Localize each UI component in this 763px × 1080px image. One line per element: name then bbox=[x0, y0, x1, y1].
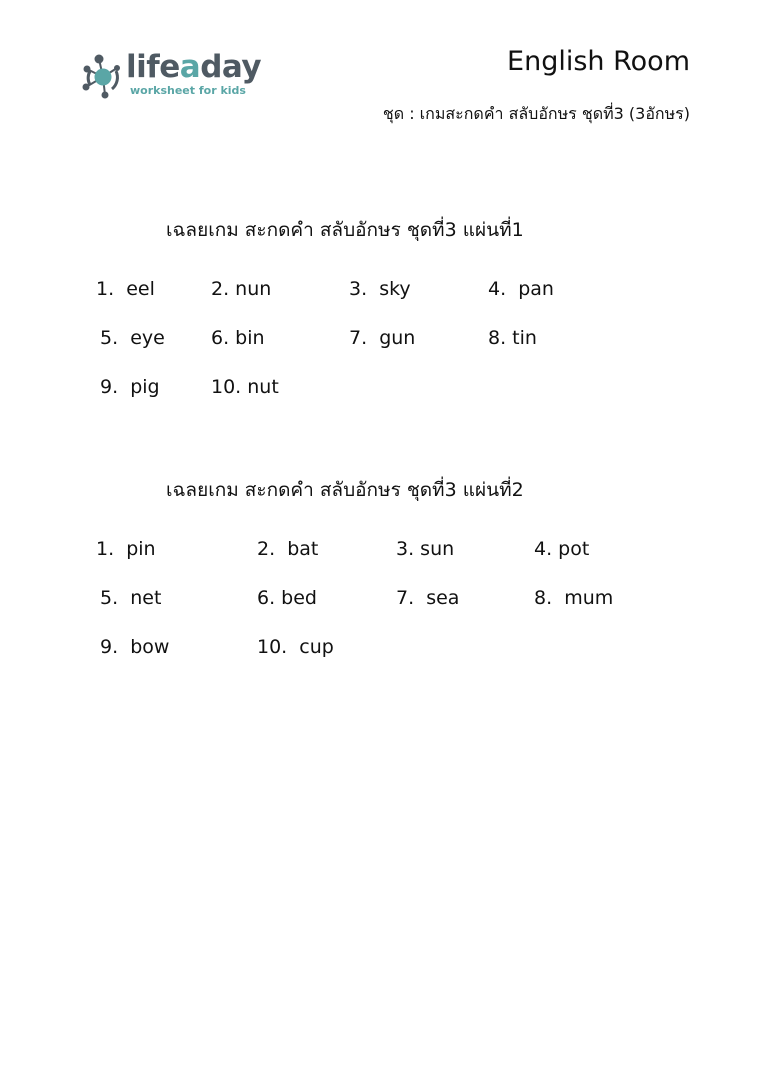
answer-item: 6. bin bbox=[211, 327, 265, 349]
answer-item: 9. bow bbox=[100, 636, 170, 658]
answer-item: 8. mum bbox=[534, 587, 614, 609]
answer-item: 10. nut bbox=[211, 376, 279, 398]
answer-item: 5. net bbox=[100, 587, 162, 609]
page-title: English Room bbox=[507, 46, 690, 77]
logo-word-accent: a bbox=[179, 49, 201, 85]
answer-item: 6. bed bbox=[257, 587, 317, 609]
logo-tagline: worksheet for kids bbox=[130, 84, 246, 97]
page-subtitle: ชุด : เกมสะกดคำ สลับอักษร ชุดที่3 (3อักษร) bbox=[382, 104, 690, 123]
answer-item: 9. pig bbox=[100, 376, 160, 398]
answer-item: 5. eye bbox=[100, 327, 165, 349]
answer-grid-sheet-1 bbox=[0, 280, 763, 440]
answer-item: 4. pot bbox=[534, 538, 590, 560]
logo-word-end: day bbox=[200, 49, 262, 85]
answer-item: 10. cup bbox=[257, 636, 334, 658]
molecule-logo-icon bbox=[78, 52, 128, 102]
answer-item: 3. sky bbox=[349, 278, 411, 300]
section-title-sheet-2: เฉลยเกม สะกดคำ สลับอักษร ชุดที่3 แผ่นที่2 bbox=[166, 479, 524, 501]
answer-item: 1. eel bbox=[96, 278, 155, 300]
logo-word-main: life bbox=[126, 49, 180, 85]
lifeaday-logo bbox=[78, 48, 268, 108]
section-title-sheet-1: เฉลยเกม สะกดคำ สลับอักษร ชุดที่3 แผ่นที่1 bbox=[166, 219, 524, 241]
answer-grid-sheet-2 bbox=[0, 540, 763, 700]
answer-item: 2. bat bbox=[257, 538, 319, 560]
answer-item: 1. pin bbox=[96, 538, 156, 560]
answer-item: 7. gun bbox=[349, 327, 416, 349]
answer-item: 2. nun bbox=[211, 278, 272, 300]
answer-item: 3. sun bbox=[396, 538, 455, 560]
answer-item: 4. pan bbox=[488, 278, 554, 300]
answer-item: 7. sea bbox=[396, 587, 460, 609]
answer-item: 8. tin bbox=[488, 327, 537, 349]
logo-wordmark bbox=[126, 49, 262, 85]
